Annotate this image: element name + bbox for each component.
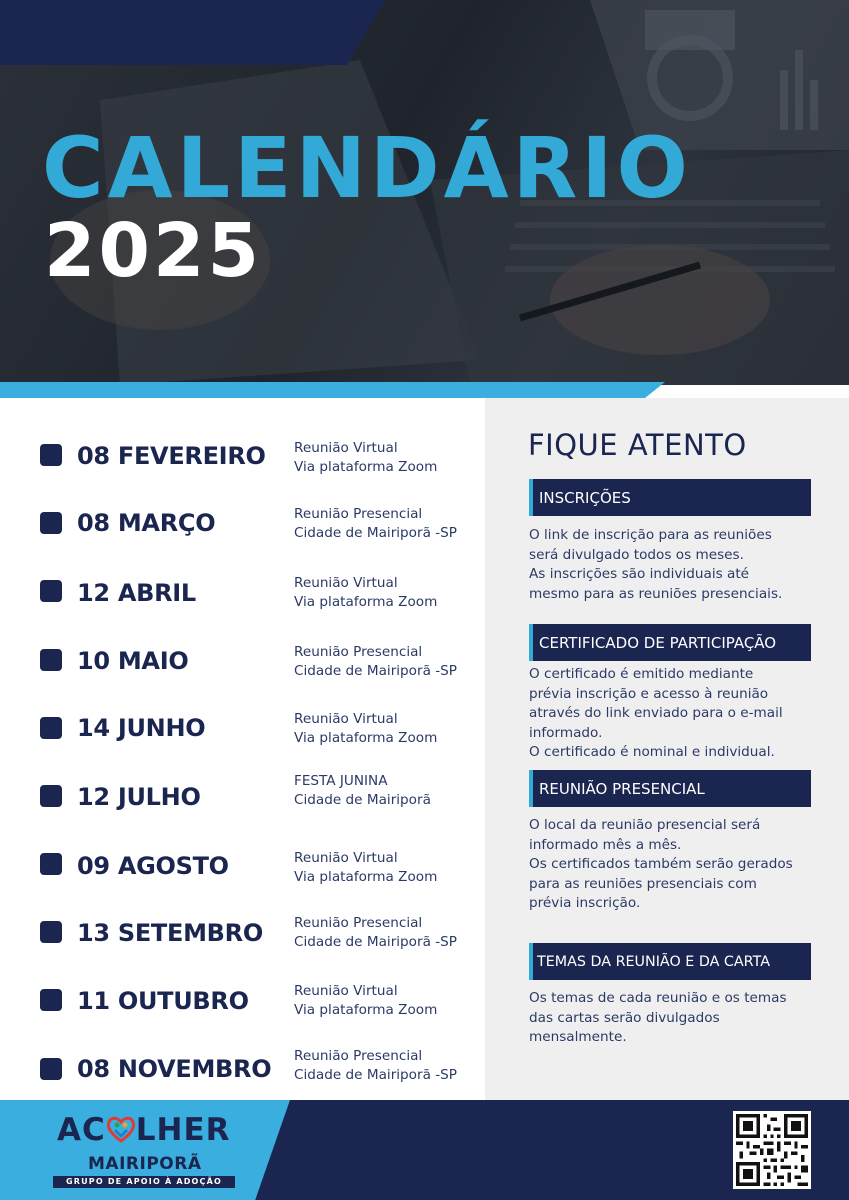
section-text-certificado bbox=[529, 665, 819, 763]
section-text-reuniao-presencial bbox=[529, 816, 819, 914]
section-title-inscricoes: INSCRIÇÕES bbox=[529, 479, 811, 516]
event-type: Reunião Presencial bbox=[294, 1048, 423, 1064]
bullet-square-icon bbox=[40, 580, 62, 602]
event-row bbox=[0, 504, 485, 544]
calendar-title: CALENDÁRIO bbox=[42, 119, 692, 217]
event-date: 10 MAIO bbox=[77, 647, 189, 675]
event-row bbox=[0, 849, 485, 889]
event-detail bbox=[294, 1047, 457, 1084]
event-location: Via plataforma Zoom bbox=[294, 458, 438, 475]
event-detail bbox=[294, 914, 457, 951]
event-type: Reunião Virtual bbox=[294, 983, 398, 999]
event-row bbox=[0, 709, 485, 749]
event-row bbox=[0, 1047, 485, 1087]
event-date: 09 AGOSTO bbox=[77, 852, 229, 880]
event-detail bbox=[294, 982, 437, 1019]
event-row bbox=[0, 982, 485, 1022]
event-type: Reunião Presencial bbox=[294, 915, 423, 931]
text-line: Os temas de cada reunião e os temas bbox=[529, 990, 787, 1006]
event-row bbox=[0, 574, 485, 614]
event-date: 11 OUTUBRO bbox=[77, 987, 249, 1015]
event-detail bbox=[294, 772, 431, 809]
qr-code-pattern bbox=[736, 1114, 808, 1186]
event-location: Cidade de Mairiporã -SP bbox=[294, 933, 457, 950]
text-line: prévia inscrição. bbox=[529, 895, 641, 911]
event-detail bbox=[294, 439, 437, 476]
event-location: Cidade de Mairiporã -SP bbox=[294, 662, 457, 679]
text-line: para as reuniões presenciais com bbox=[529, 875, 757, 892]
text-line: informado mês a mês. bbox=[529, 836, 682, 853]
event-row bbox=[0, 438, 485, 478]
event-location: Via plataforma Zoom bbox=[294, 593, 438, 610]
bullet-square-icon bbox=[40, 717, 62, 739]
section-text-inscricoes bbox=[529, 526, 819, 604]
bullet-square-icon bbox=[40, 444, 62, 466]
event-date: 12 ABRIL bbox=[77, 579, 196, 607]
text-line: O local da reunião presencial será bbox=[529, 817, 761, 833]
event-date: 08 NOVEMBRO bbox=[77, 1055, 272, 1083]
event-row bbox=[0, 643, 485, 683]
event-type: FESTA JUNINA bbox=[294, 773, 388, 789]
event-type: Reunião Virtual bbox=[294, 850, 398, 866]
organization-logo bbox=[57, 1112, 231, 1148]
event-detail bbox=[294, 505, 457, 542]
bullet-square-icon bbox=[40, 989, 62, 1011]
event-detail bbox=[294, 849, 437, 886]
bullet-square-icon bbox=[40, 921, 62, 943]
section-text-temas bbox=[529, 989, 819, 1048]
event-date: 13 SETEMBRO bbox=[77, 919, 263, 947]
accent-stripe bbox=[0, 382, 665, 398]
event-location: Cidade de Mairiporã -SP bbox=[294, 1066, 457, 1083]
heart-people-icon bbox=[106, 1115, 136, 1143]
bullet-square-icon bbox=[40, 1058, 62, 1080]
event-location: Via plataforma Zoom bbox=[294, 1001, 438, 1018]
text-line: As inscrições são individuais até bbox=[529, 566, 750, 582]
text-line: será divulgado todos os meses. bbox=[529, 546, 744, 563]
event-date: 08 FEVEREIRO bbox=[77, 442, 266, 470]
hero-banner bbox=[0, 0, 849, 385]
text-line: informado. bbox=[529, 724, 603, 741]
bullet-square-icon bbox=[40, 785, 62, 807]
text-line: através do link enviado para o e-mail bbox=[529, 705, 783, 721]
section-title-reuniao-presencial: REUNIÃO PRESENCIAL bbox=[529, 770, 811, 807]
logo-text-end: LHER bbox=[135, 1112, 231, 1148]
event-location: Via plataforma Zoom bbox=[294, 868, 438, 885]
event-type: Reunião Presencial bbox=[294, 506, 423, 522]
text-line: mesmo para as reuniões presenciais. bbox=[529, 585, 783, 602]
text-line: mensalmente. bbox=[529, 1029, 627, 1045]
event-date: 08 MARÇO bbox=[77, 509, 216, 537]
logo-text-start: AC bbox=[57, 1112, 106, 1148]
event-detail bbox=[294, 574, 437, 611]
info-heading: FIQUE ATENTO bbox=[528, 428, 747, 462]
bullet-square-icon bbox=[40, 649, 62, 671]
text-line: Os certificados também serão gerados bbox=[529, 856, 793, 872]
calendar-year: 2025 bbox=[44, 208, 262, 294]
logo-city: MAIRIPORÃ bbox=[88, 1154, 202, 1174]
bullet-square-icon bbox=[40, 512, 62, 534]
text-line: prévia inscrição e acesso à reunião bbox=[529, 685, 769, 702]
qr-code-icon[interactable] bbox=[733, 1111, 811, 1189]
text-line: das cartas serão divulgados bbox=[529, 1009, 720, 1026]
section-title-temas: TEMAS DA REUNIÃO E DA CARTA bbox=[529, 943, 811, 980]
top-navy-shape bbox=[0, 0, 385, 65]
text-line: O certificado é emitido mediante bbox=[529, 666, 754, 682]
event-row bbox=[0, 772, 485, 812]
event-type: Reunião Virtual bbox=[294, 440, 398, 456]
text-line: O link de inscrição para as reuniões bbox=[529, 527, 772, 543]
logo-tagline: GRUPO DE APOIO À ADOÇÃO bbox=[53, 1176, 235, 1188]
event-location: Via plataforma Zoom bbox=[294, 729, 438, 746]
text-line: O certificado é nominal e individual. bbox=[529, 744, 775, 760]
event-date: 14 JUNHO bbox=[77, 714, 206, 742]
bullet-square-icon bbox=[40, 853, 62, 875]
event-detail bbox=[294, 643, 457, 680]
event-type: Reunião Virtual bbox=[294, 575, 398, 591]
section-title-certificado: CERTIFICADO DE PARTICIPAÇÃO bbox=[529, 624, 811, 661]
event-type: Reunião Virtual bbox=[294, 711, 398, 727]
event-row bbox=[0, 913, 485, 953]
event-type: Reunião Presencial bbox=[294, 644, 423, 660]
event-detail bbox=[294, 710, 437, 747]
event-date: 12 JULHO bbox=[77, 783, 201, 811]
event-location: Cidade de Mairiporã -SP bbox=[294, 524, 457, 541]
event-location: Cidade de Mairiporã bbox=[294, 791, 431, 808]
